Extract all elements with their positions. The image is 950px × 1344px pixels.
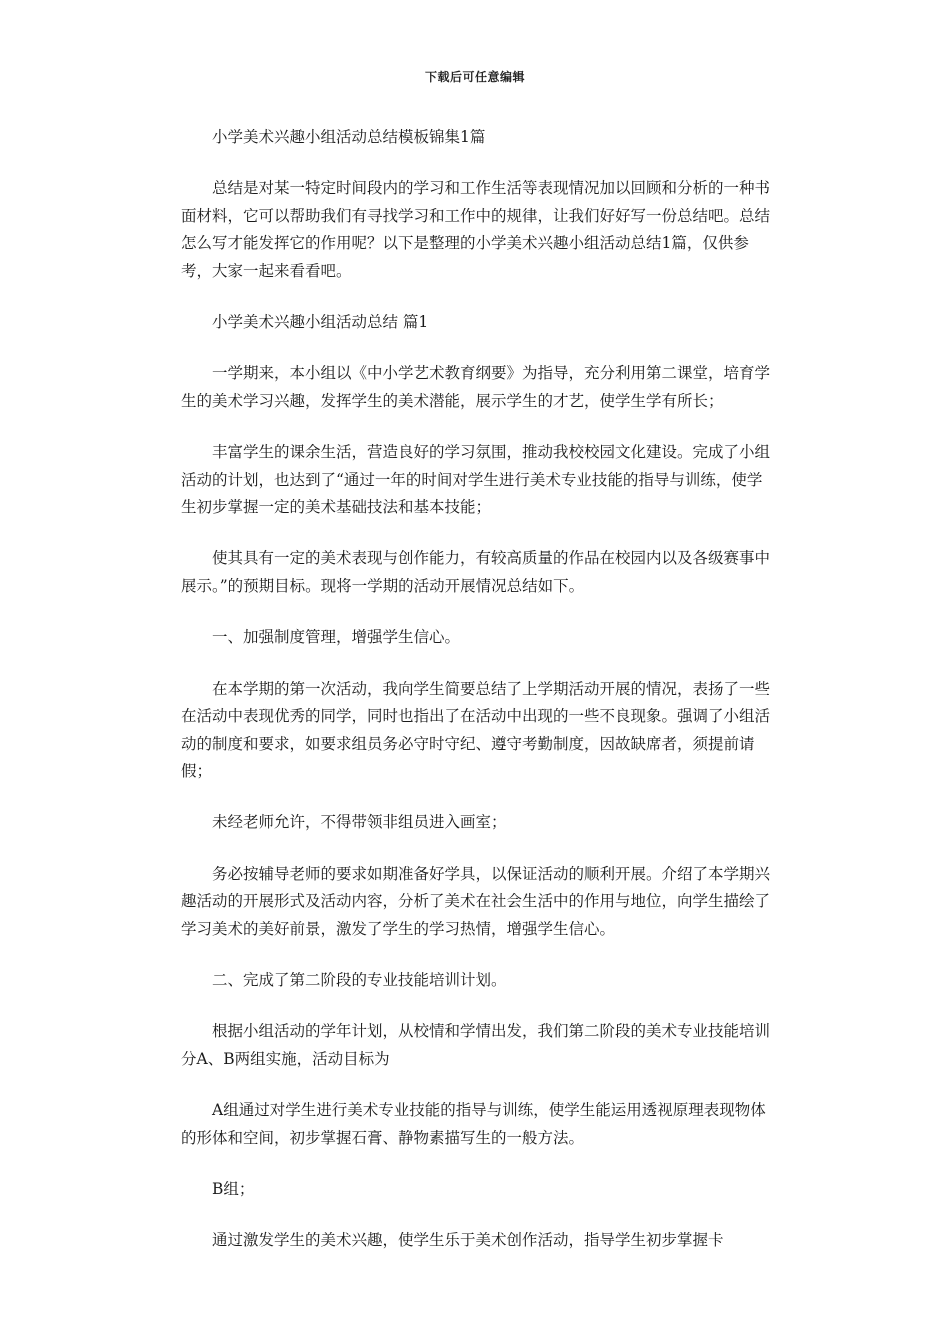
paragraph-8: A组通过对学生进行美术专业技能的指导与训练，使学生能运用透视原理表现物体的形体和空间，初步掌握石膏、静物素描写生的一般方法。	[181, 1101, 766, 1147]
document-body	[181, 124, 771, 1279]
section-title: 小学美术兴趣小组活动总结 篇1	[212, 313, 429, 332]
paragraph-3: 使其具有一定的美术表现与创作能力，有较高质量的作品在校园内以及各级赛事中展示。”的预期目标。现将一学期的活动开展情况总结如下。	[181, 549, 771, 595]
paragraph-5: 未经老师允许，不得带领非组员进入画室；	[212, 813, 507, 832]
paragraph-2: 丰富学生的课余生活，营造良好的学习氛围，推动我校校园文化建设。完成了小组活动的计划，也达到了“通过一年的时间对学生进行美术专业技能的指导与训练，使学生初步掌握一定的美术基础技法和基本技能；	[181, 443, 771, 517]
paragraph-6: 务必按辅导老师的要求如期准备好学具，以保证活动的顺利开展。介绍了本学期兴趣活动的开展形式及活动内容，分析了美术在社会生活中的作用与地位，向学生描绘了学习美术的美好前景，激发了学生的学习热情，增强学生信心。	[181, 864, 771, 938]
heading-1: 一、加强制度管理，增强学生信心。	[212, 628, 461, 647]
heading-2: 二、完成了第二阶段的专业技能培训计划。	[212, 970, 507, 989]
download-note: 下载后可任意编辑	[424, 70, 525, 84]
paragraph-1: 一学期来，本小组以《中小学艺术教育纲要》为指导，充分利用第二课堂，培育学生的美术学习兴趣，发挥学生的美术潜能，展示学生的才艺，使学生学有所长；	[181, 364, 771, 410]
intro-paragraph: 总结是对某一特定时间段内的学习和工作生活等表现情况加以回顾和分析的一种书面材料，它可以帮助我们有寻找学习和工作中的规律，让我们好好写一份总结吧。总结怎么写才能发挥它的作用呢？以下是整理的小学美术兴趣小组活动总结1篇，仅供参考，大家一起来看看吧。	[181, 179, 771, 280]
paragraph-7: 根据小组活动的学年计划，从校情和学情出发，我们第二阶段的美术专业技能培训分A、B两组实施，活动目标为	[181, 1022, 771, 1068]
document-title: 小学美术兴趣小组活动总结模板锦集1篇	[212, 128, 486, 146]
paragraph-4: 在本学期的第一次活动，我向学生简要总结了上学期活动开展的情况，表扬了一些在活动中表现优秀的同学，同时也指出了在活动中出现的一些不良现象。强调了小组活动的制度和要求，如要求组员务必守时守纪、遵守考勤制度，因故缺席者，须提前请假；	[181, 679, 771, 780]
paragraph-9: B组；	[212, 1179, 255, 1198]
paragraph-10: 通过激发学生的美术兴趣，使学生乐于美术创作活动，指导学生初步掌握卡	[212, 1231, 724, 1250]
